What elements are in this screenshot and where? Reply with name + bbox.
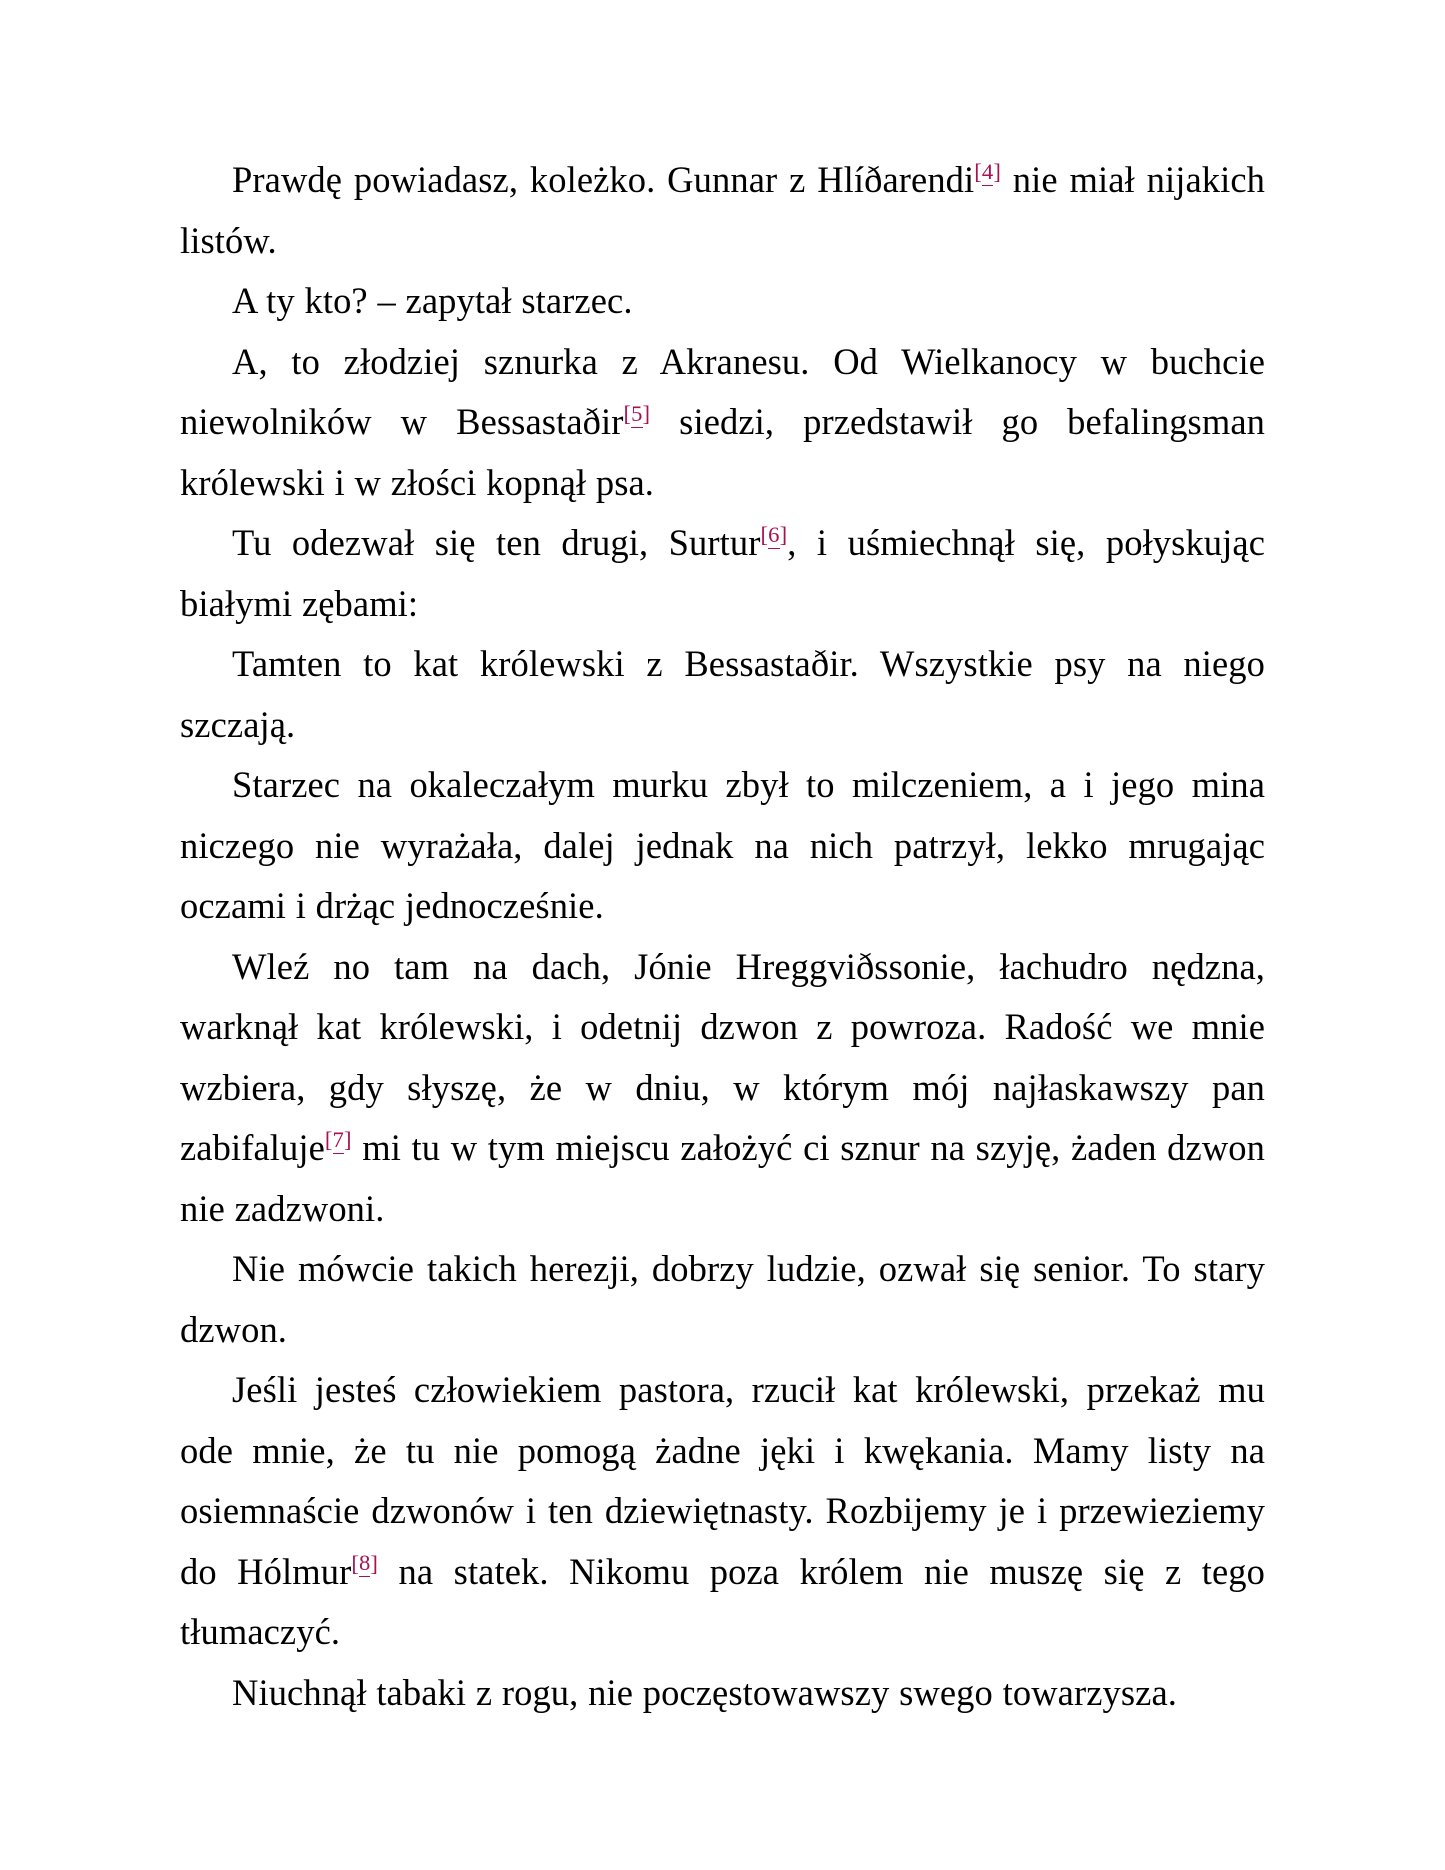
paragraph [180, 332, 1265, 514]
paragraph [180, 755, 1265, 937]
paragraph-text: na statek. Nikomu poza królem nie muszę się z tego tłumaczyć. [180, 1550, 1265, 1652]
paragraph-text: Tu odezwał się ten drugi, Surtur [232, 522, 761, 563]
paragraph-text: Starzec na okaleczałym murku zbył to milczeniem, a i jego mina niczego nie wyrażała, dalej jednak na nich patrzył, lekko mrugając oczami i drżąc jednocześnie. [180, 764, 1265, 926]
paragraph-text: Prawdę powiadasz, koleżko. Gunnar z Hlíðarendi [232, 159, 975, 200]
footnote-link[interactable]: 8 [358, 1550, 371, 1576]
paragraph [180, 937, 1265, 1240]
footnote-bracket-close: ] [343, 1126, 352, 1152]
footnote-reference[interactable] [325, 1127, 352, 1154]
footnote-reference[interactable] [761, 522, 788, 549]
paragraph-text: Niuchnął tabaki z rogu, nie poczęstowawszy swego towarzysza. [232, 1671, 1177, 1713]
paragraph-text: siedzi, przedstawił go befalingsman królewski i w złości kopnął psa. [180, 401, 1265, 503]
paragraph [180, 1239, 1265, 1360]
footnote-reference[interactable] [351, 1550, 378, 1577]
paragraph [180, 271, 1265, 332]
paragraph-text: nie miał nijakich listów. [180, 159, 1265, 261]
paragraph [180, 513, 1265, 634]
footnote-link[interactable]: 7 [332, 1126, 344, 1152]
footnote-bracket-close: ] [779, 521, 788, 547]
paragraph-text: , i uśmiechnął się, połyskując białymi zębami: [180, 522, 1265, 624]
paragraph-text: Jeśli jesteś człowiekiem pastora, rzucił kat królewski, przekaż mu ode mnie, że tu nie pomogą żadne jęki i kwękania. Mamy listy na osiemnaście dzwonów i ten dziewiętnasty. Rozbijemy je i przewieziemy do Hólmur [180, 1369, 1265, 1592]
footnote-bracket-close: ] [642, 400, 651, 426]
footnote-bracket-open: [ [760, 521, 769, 547]
footnote-reference[interactable] [974, 159, 1001, 186]
paragraph-text: A, to złodziej sznurka z Akranesu. Od Wielkanocy w buchcie niewolników w Bessastaðir [180, 340, 1265, 442]
paragraph-text: A ty kto? – zapytał starzec. [232, 280, 633, 321]
footnote-bracket-close: ] [993, 158, 1001, 184]
body-text-column [180, 150, 1265, 1723]
paragraph [180, 634, 1265, 755]
footnote-bracket-open: [ [351, 1550, 359, 1576]
footnote-link[interactable]: 4 [981, 158, 994, 184]
footnote-link[interactable]: 5 [631, 400, 643, 426]
footnote-bracket-open: [ [623, 400, 632, 426]
paragraph [180, 150, 1265, 271]
paragraph-text: Wleź no tam na dach, Jónie Hreggviðssonie, łachudro nędzna, warknął kat królewski, i odetnij dzwon z powroza. Radość we mnie wzbiera, gdy słyszę, że w dniu, w którym mój najłaskawszy pan zabifaluje [180, 945, 1265, 1168]
footnote-bracket-close: ] [370, 1550, 379, 1576]
paragraph-text: Nie mówcie takich herezji, dobrzy ludzie, ozwał się senior. To stary dzwon. [180, 1248, 1265, 1350]
paragraph [180, 1360, 1265, 1663]
paragraph-text: mi tu w tym miejscu założyć ci sznur na szyję, żaden dzwon nie zadzwoni. [180, 1127, 1265, 1229]
paragraph [180, 1663, 1265, 1724]
footnote-link[interactable]: 6 [768, 521, 780, 547]
paragraph-text: Tamten to kat królewski z Bessastaðir. Wszystkie psy na niego szczają. [180, 643, 1265, 745]
footnote-reference[interactable] [623, 401, 650, 428]
footnote-bracket-open: [ [974, 158, 982, 184]
footnote-bracket-open: [ [324, 1126, 333, 1152]
